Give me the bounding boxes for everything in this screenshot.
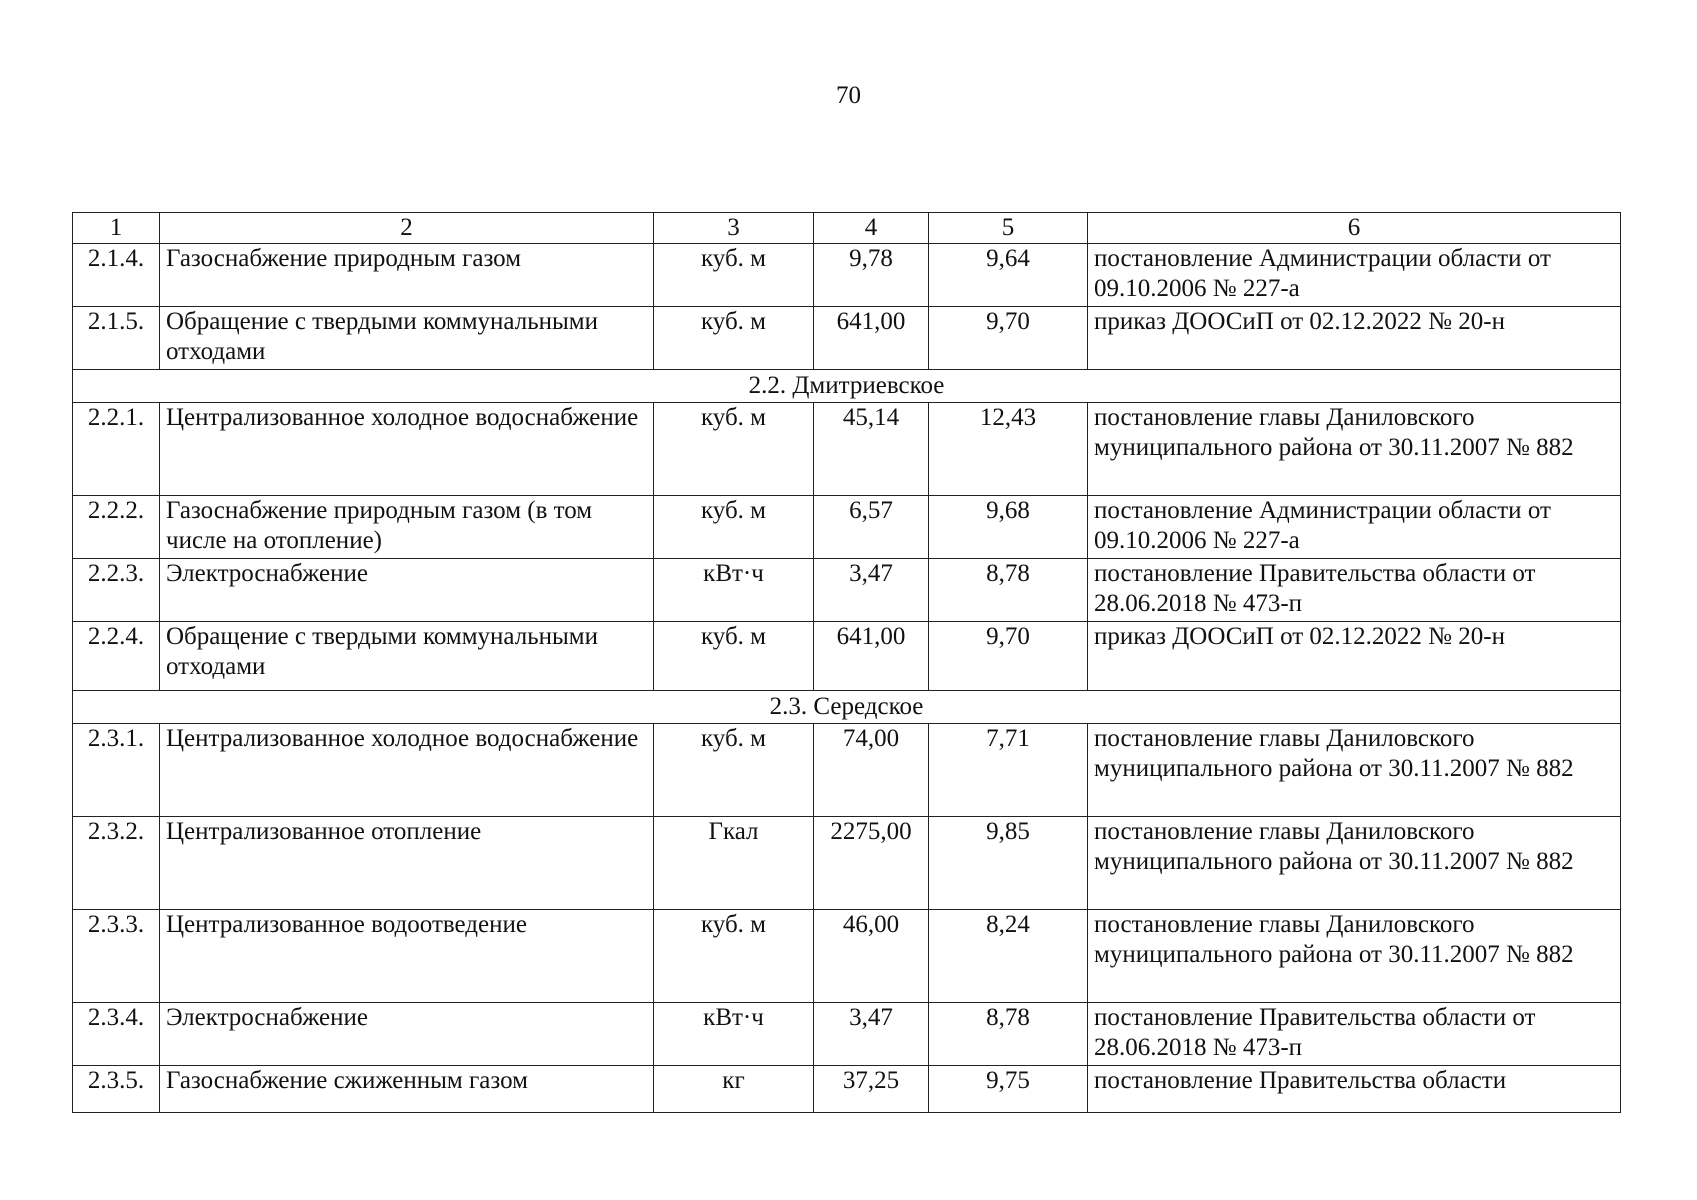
table-row <box>73 622 1621 691</box>
row-number: 2.2.4. <box>73 622 160 691</box>
value-col-4: 3,47 <box>814 1003 929 1066</box>
unit-of-measure: куб. м <box>654 622 814 691</box>
row-number: 2.3.1. <box>73 724 160 817</box>
row-number: 2.1.4. <box>73 244 160 307</box>
value-col-4: 9,78 <box>814 244 929 307</box>
legal-basis: постановление главы Даниловского муниципального района от 30.11.2007 № 882 <box>1088 817 1621 910</box>
value-col-5: 8,78 <box>929 559 1088 622</box>
section-header-row <box>73 370 1621 403</box>
unit-of-measure: куб. м <box>654 403 814 496</box>
unit-of-measure: кВт·ч <box>654 1003 814 1066</box>
section-header-row <box>73 691 1621 724</box>
value-col-4: 74,00 <box>814 724 929 817</box>
row-number: 2.2.2. <box>73 496 160 559</box>
value-col-4: 37,25 <box>814 1066 929 1113</box>
legal-basis: постановление главы Даниловского муниципального района от 30.11.2007 № 882 <box>1088 910 1621 1003</box>
column-header-2: 2 <box>160 213 654 244</box>
unit-of-measure: кВт·ч <box>654 559 814 622</box>
service-name: Централизованное водоотведение <box>160 910 654 1003</box>
value-col-5: 9,75 <box>929 1066 1088 1113</box>
legal-basis: приказ ДООСиП от 02.12.2022 № 20-н <box>1088 622 1621 691</box>
value-col-5: 9,85 <box>929 817 1088 910</box>
value-col-5: 12,43 <box>929 403 1088 496</box>
column-header-3: 3 <box>654 213 814 244</box>
value-col-4: 2275,00 <box>814 817 929 910</box>
unit-of-measure: кг <box>654 1066 814 1113</box>
service-name: Обращение с твердыми коммунальными отходами <box>160 307 654 370</box>
table-row <box>73 307 1621 370</box>
row-number: 2.2.3. <box>73 559 160 622</box>
row-number: 2.2.1. <box>73 403 160 496</box>
tariff-table <box>72 212 1621 1113</box>
table-row <box>73 1003 1621 1066</box>
value-col-5: 8,78 <box>929 1003 1088 1066</box>
table-row <box>73 559 1621 622</box>
legal-basis: постановление главы Даниловского муниципального района от 30.11.2007 № 882 <box>1088 724 1621 817</box>
row-number: 2.3.3. <box>73 910 160 1003</box>
column-header-6: 6 <box>1088 213 1621 244</box>
column-header-5: 5 <box>929 213 1088 244</box>
service-name: Централизованное отопление <box>160 817 654 910</box>
column-header-4: 4 <box>814 213 929 244</box>
row-number: 2.1.5. <box>73 307 160 370</box>
table-row <box>73 724 1621 817</box>
value-col-4: 641,00 <box>814 307 929 370</box>
service-name: Централизованное холодное водоснабжение <box>160 724 654 817</box>
row-number: 2.3.4. <box>73 1003 160 1066</box>
table-row <box>73 910 1621 1003</box>
legal-basis: постановление главы Даниловского муниципального района от 30.11.2007 № 882 <box>1088 403 1621 496</box>
unit-of-measure: куб. м <box>654 724 814 817</box>
value-col-5: 9,70 <box>929 307 1088 370</box>
service-name: Обращение с твердыми коммунальными отходами <box>160 622 654 691</box>
service-name: Газоснабжение сжиженным газом <box>160 1066 654 1113</box>
table-row <box>73 244 1621 307</box>
table-header-row <box>73 213 1621 244</box>
legal-basis: постановление Администрации области от 09.10.2006 № 227-а <box>1088 244 1621 307</box>
section-title: 2.2. Дмитриевское <box>73 370 1621 403</box>
table-body <box>73 213 1621 1113</box>
table-row <box>73 403 1621 496</box>
service-name: Централизованное холодное водоснабжение <box>160 403 654 496</box>
value-col-5: 8,24 <box>929 910 1088 1003</box>
service-name: Электроснабжение <box>160 559 654 622</box>
row-number: 2.3.2. <box>73 817 160 910</box>
unit-of-measure: куб. м <box>654 910 814 1003</box>
page-number: 70 <box>836 82 861 109</box>
value-col-4: 6,57 <box>814 496 929 559</box>
table-row <box>73 1066 1621 1113</box>
legal-basis: постановление Правительства области от 28.06.2018 № 473-п <box>1088 559 1621 622</box>
row-number: 2.3.5. <box>73 1066 160 1113</box>
value-col-5: 9,64 <box>929 244 1088 307</box>
value-col-5: 9,68 <box>929 496 1088 559</box>
legal-basis: постановление Администрации области от 09.10.2006 № 227-а <box>1088 496 1621 559</box>
unit-of-measure: куб. м <box>654 244 814 307</box>
unit-of-measure: куб. м <box>654 307 814 370</box>
unit-of-measure: куб. м <box>654 496 814 559</box>
service-name: Газоснабжение природным газом <box>160 244 654 307</box>
table-row <box>73 817 1621 910</box>
value-col-4: 641,00 <box>814 622 929 691</box>
value-col-4: 46,00 <box>814 910 929 1003</box>
section-title: 2.3. Середское <box>73 691 1621 724</box>
value-col-4: 3,47 <box>814 559 929 622</box>
service-name: Газоснабжение природным газом (в том числе на отопление) <box>160 496 654 559</box>
service-name: Электроснабжение <box>160 1003 654 1066</box>
value-col-5: 7,71 <box>929 724 1088 817</box>
legal-basis: постановление Правительства области <box>1088 1066 1621 1113</box>
legal-basis: постановление Правительства области от 28.06.2018 № 473-п <box>1088 1003 1621 1066</box>
value-col-4: 45,14 <box>814 403 929 496</box>
table-row <box>73 496 1621 559</box>
value-col-5: 9,70 <box>929 622 1088 691</box>
legal-basis: приказ ДООСиП от 02.12.2022 № 20-н <box>1088 307 1621 370</box>
unit-of-measure: Гкал <box>654 817 814 910</box>
column-header-1: 1 <box>73 213 160 244</box>
